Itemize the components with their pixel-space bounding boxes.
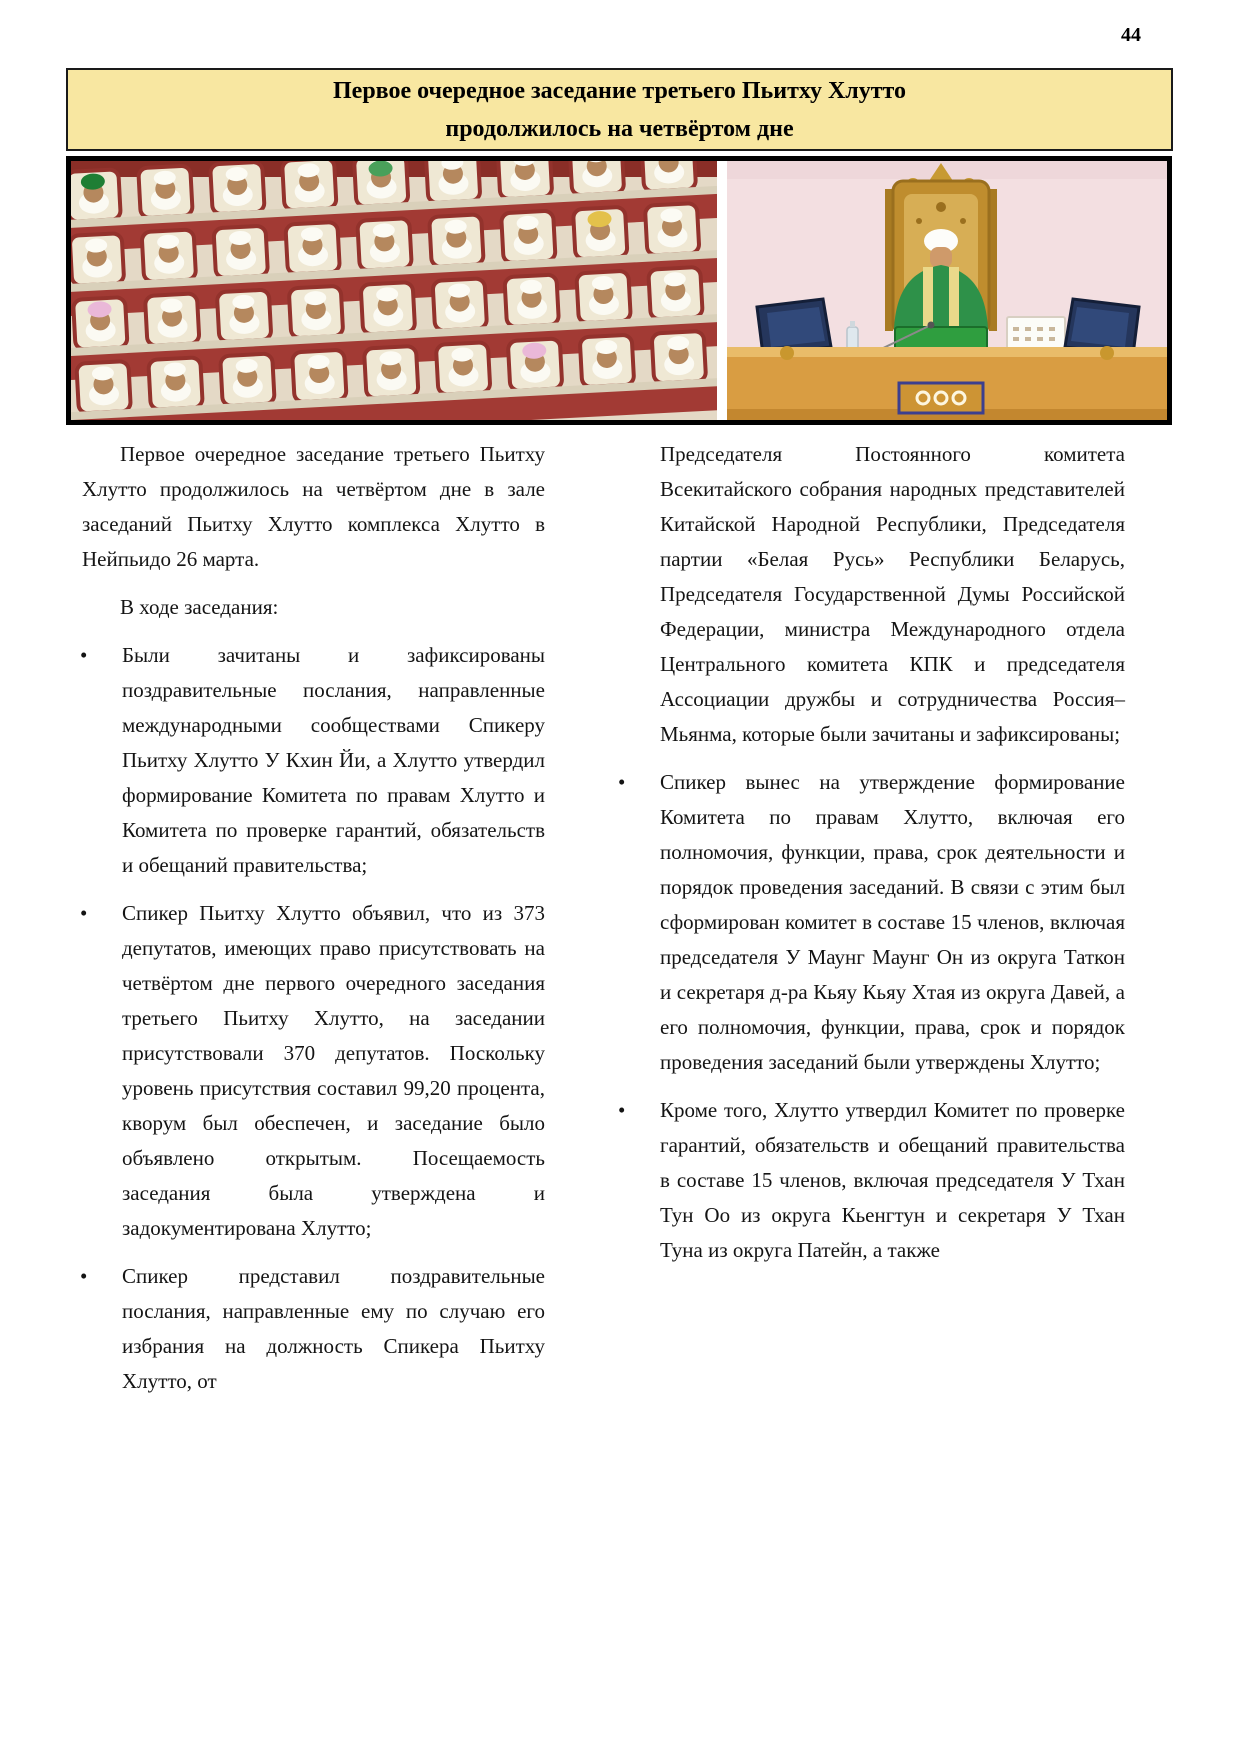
- list-item-text: Были зачитаны и зафиксированы поздравительные послания, направленные международными сообществами Спикеру Пьитху Хлутто У Кхин Йи, а Хлутто утвердил формирование Комитета по правам Хлутто и Комитета по проверке гарантий, обязательств и обещаний правительства;: [122, 643, 545, 877]
- left-photo-delegates: [71, 161, 798, 420]
- list-item-text: Спикер вынес на утверждение формирование Комитета по правам Хлутто, включая его полномочия, функции, права, срок деятельности и порядок проведения заседаний. В связи с этим был сформирован комитет в составе 15 членов, включая председателя У Маунг Маунг Он из округа Таткон и секретаря д-ра Кьяу Кьяу Хтая из округа Давей, а его полномочия, функции, права, срок и порядок проведения заседаний были утверждены Хлутто;: [660, 770, 1125, 1074]
- list-item-text: Кроме того, Хлутто утвердил Комитет по проверке гарантий, обязательств и обещаний правительства в составе 15 членов, включая председателя У Тхан Тун Оо из округа Кьенгтун и секретаря У Тхан Туна из округа Патейн, а также: [660, 1098, 1125, 1262]
- list-item: [70, 1259, 545, 1399]
- list-item: [608, 1093, 1125, 1268]
- right-photo-speaker: [727, 161, 1167, 420]
- bullet-marker: •: [80, 901, 88, 925]
- bullet-marker: •: [618, 1098, 626, 1122]
- intro-paragraph: Первое очередное заседание третьего Пьитху Хлутто продолжилось на четвёртом дне в зале заседаний Пьитху Хлутто комплекса Хлутто в Нейпьидо 26 марта.: [82, 442, 545, 571]
- article-title-box: [66, 68, 1173, 151]
- left-column: [70, 437, 545, 1412]
- bullet-marker: •: [618, 770, 626, 794]
- list-item-text: Спикер Пьитху Хлутто объявил, что из 373 депутатов, имеющих право присутствовать на четвёртом дне первого очередного заседания третьего Пьитху Хлутто, на заседании присутствовали 370 депутатов. Поскольку уровень присутствия составил 99,20 процента, кворум был обеспечен, и заседание было объявлено открытым. Посещаемость заседания была утверждена и задокументирована Хлутто;: [122, 901, 545, 1240]
- list-item: [70, 638, 545, 883]
- list-item: [70, 896, 545, 1246]
- list-item-text: Спикер представил поздравительные послания, направленные ему по случаю его избрания на должность Спикера Пьитху Хлутто, от: [122, 1264, 545, 1393]
- list-item-continuation: Председателя Постоянного комитета Всекитайского собрания народных представителей Китайской Народной Республики, Председателя партии «Белая Русь» Республики Беларусь, Председателя Государственной Думы Российской Федерации, министра Международного отдела Центрального комитета КПК и председателя Ассоциации дружбы и сотрудничества Россия–Мьянма, которые были зачитаны и зафиксированы;: [660, 442, 1125, 746]
- lead-in-paragraph: В ходе заседания:: [120, 595, 279, 619]
- photo-illustration: [71, 161, 1167, 420]
- article-title-line1: Первое очередное заседание третьего Пьитху Хлутто: [333, 77, 906, 104]
- article-title-line2: продолжилось на четвёртом дне: [445, 115, 794, 142]
- parliament-session-photo: [66, 156, 1172, 425]
- list-item: [608, 765, 1125, 1080]
- right-column: [608, 437, 1125, 1412]
- bullet-marker: •: [80, 1264, 88, 1288]
- bullet-marker: •: [80, 643, 88, 667]
- article-body: [70, 437, 1125, 1412]
- page-number: 44: [1121, 24, 1141, 46]
